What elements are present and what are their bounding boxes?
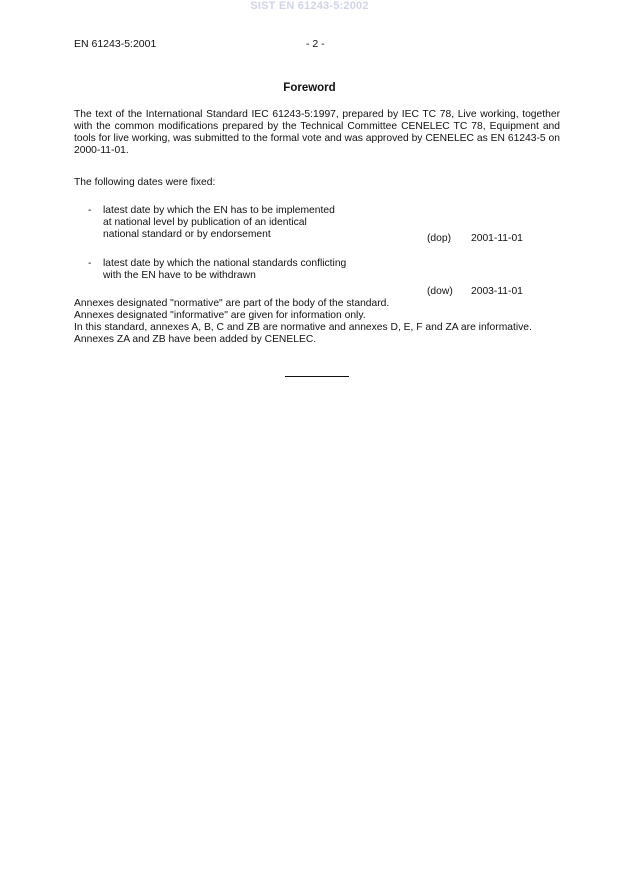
annex-line: Annexes ZA and ZB have been added by CENELEC. (74, 334, 317, 345)
date-item-dop (74, 205, 560, 245)
annex-line: In this standard, annexes A, B, C and ZB are normative and annexes D, E, F and ZA are informative. (74, 322, 532, 333)
date-item-line: latest date by which the EN has to be implemented (103, 205, 335, 216)
dates-intro: The following dates were fixed: (74, 177, 216, 188)
date-item-line: at national level by publication of an identical (103, 217, 307, 228)
list-dash: - (88, 258, 92, 269)
end-rule (285, 376, 349, 377)
date-item-line: national standard or by endorsement (103, 229, 271, 240)
date-value: 2001-11-01 (471, 233, 523, 244)
date-item-description (103, 205, 423, 241)
watermark: SIST EN 61243-5:2002 (250, 0, 369, 12)
date-code: (dow) (427, 286, 453, 297)
date-code: (dop) (427, 233, 452, 244)
intro-paragraph: The text of the International Standard IEC 61243-5:1997, prepared by IEC TC 78, Live working, together with the common modifications prepared by the Technical Committee CENELEC TC 78, Equipment and tools for live working, was submitted to the formal vote and was approved by CENELEC as EN 61243-5 on 2000-11-01. (74, 109, 560, 156)
document-id: EN 61243-5:2001 (74, 38, 157, 50)
date-item-line: with the EN have to be withdrawn (103, 270, 256, 281)
date-item-description (103, 258, 423, 282)
list-dash: - (88, 205, 92, 216)
page-number: - 2 - (306, 38, 325, 50)
date-item-dow (74, 258, 560, 298)
annex-notes (74, 298, 560, 346)
date-value: 2003-11-01 (471, 286, 523, 297)
annex-line: Annexes designated "informative" are given for information only. (74, 310, 366, 321)
annex-line: Annexes designated "normative" are part of the body of the standard. (74, 298, 390, 309)
date-item-line: latest date by which the national standards conflicting (103, 258, 347, 269)
page-title: Foreword (283, 82, 336, 94)
